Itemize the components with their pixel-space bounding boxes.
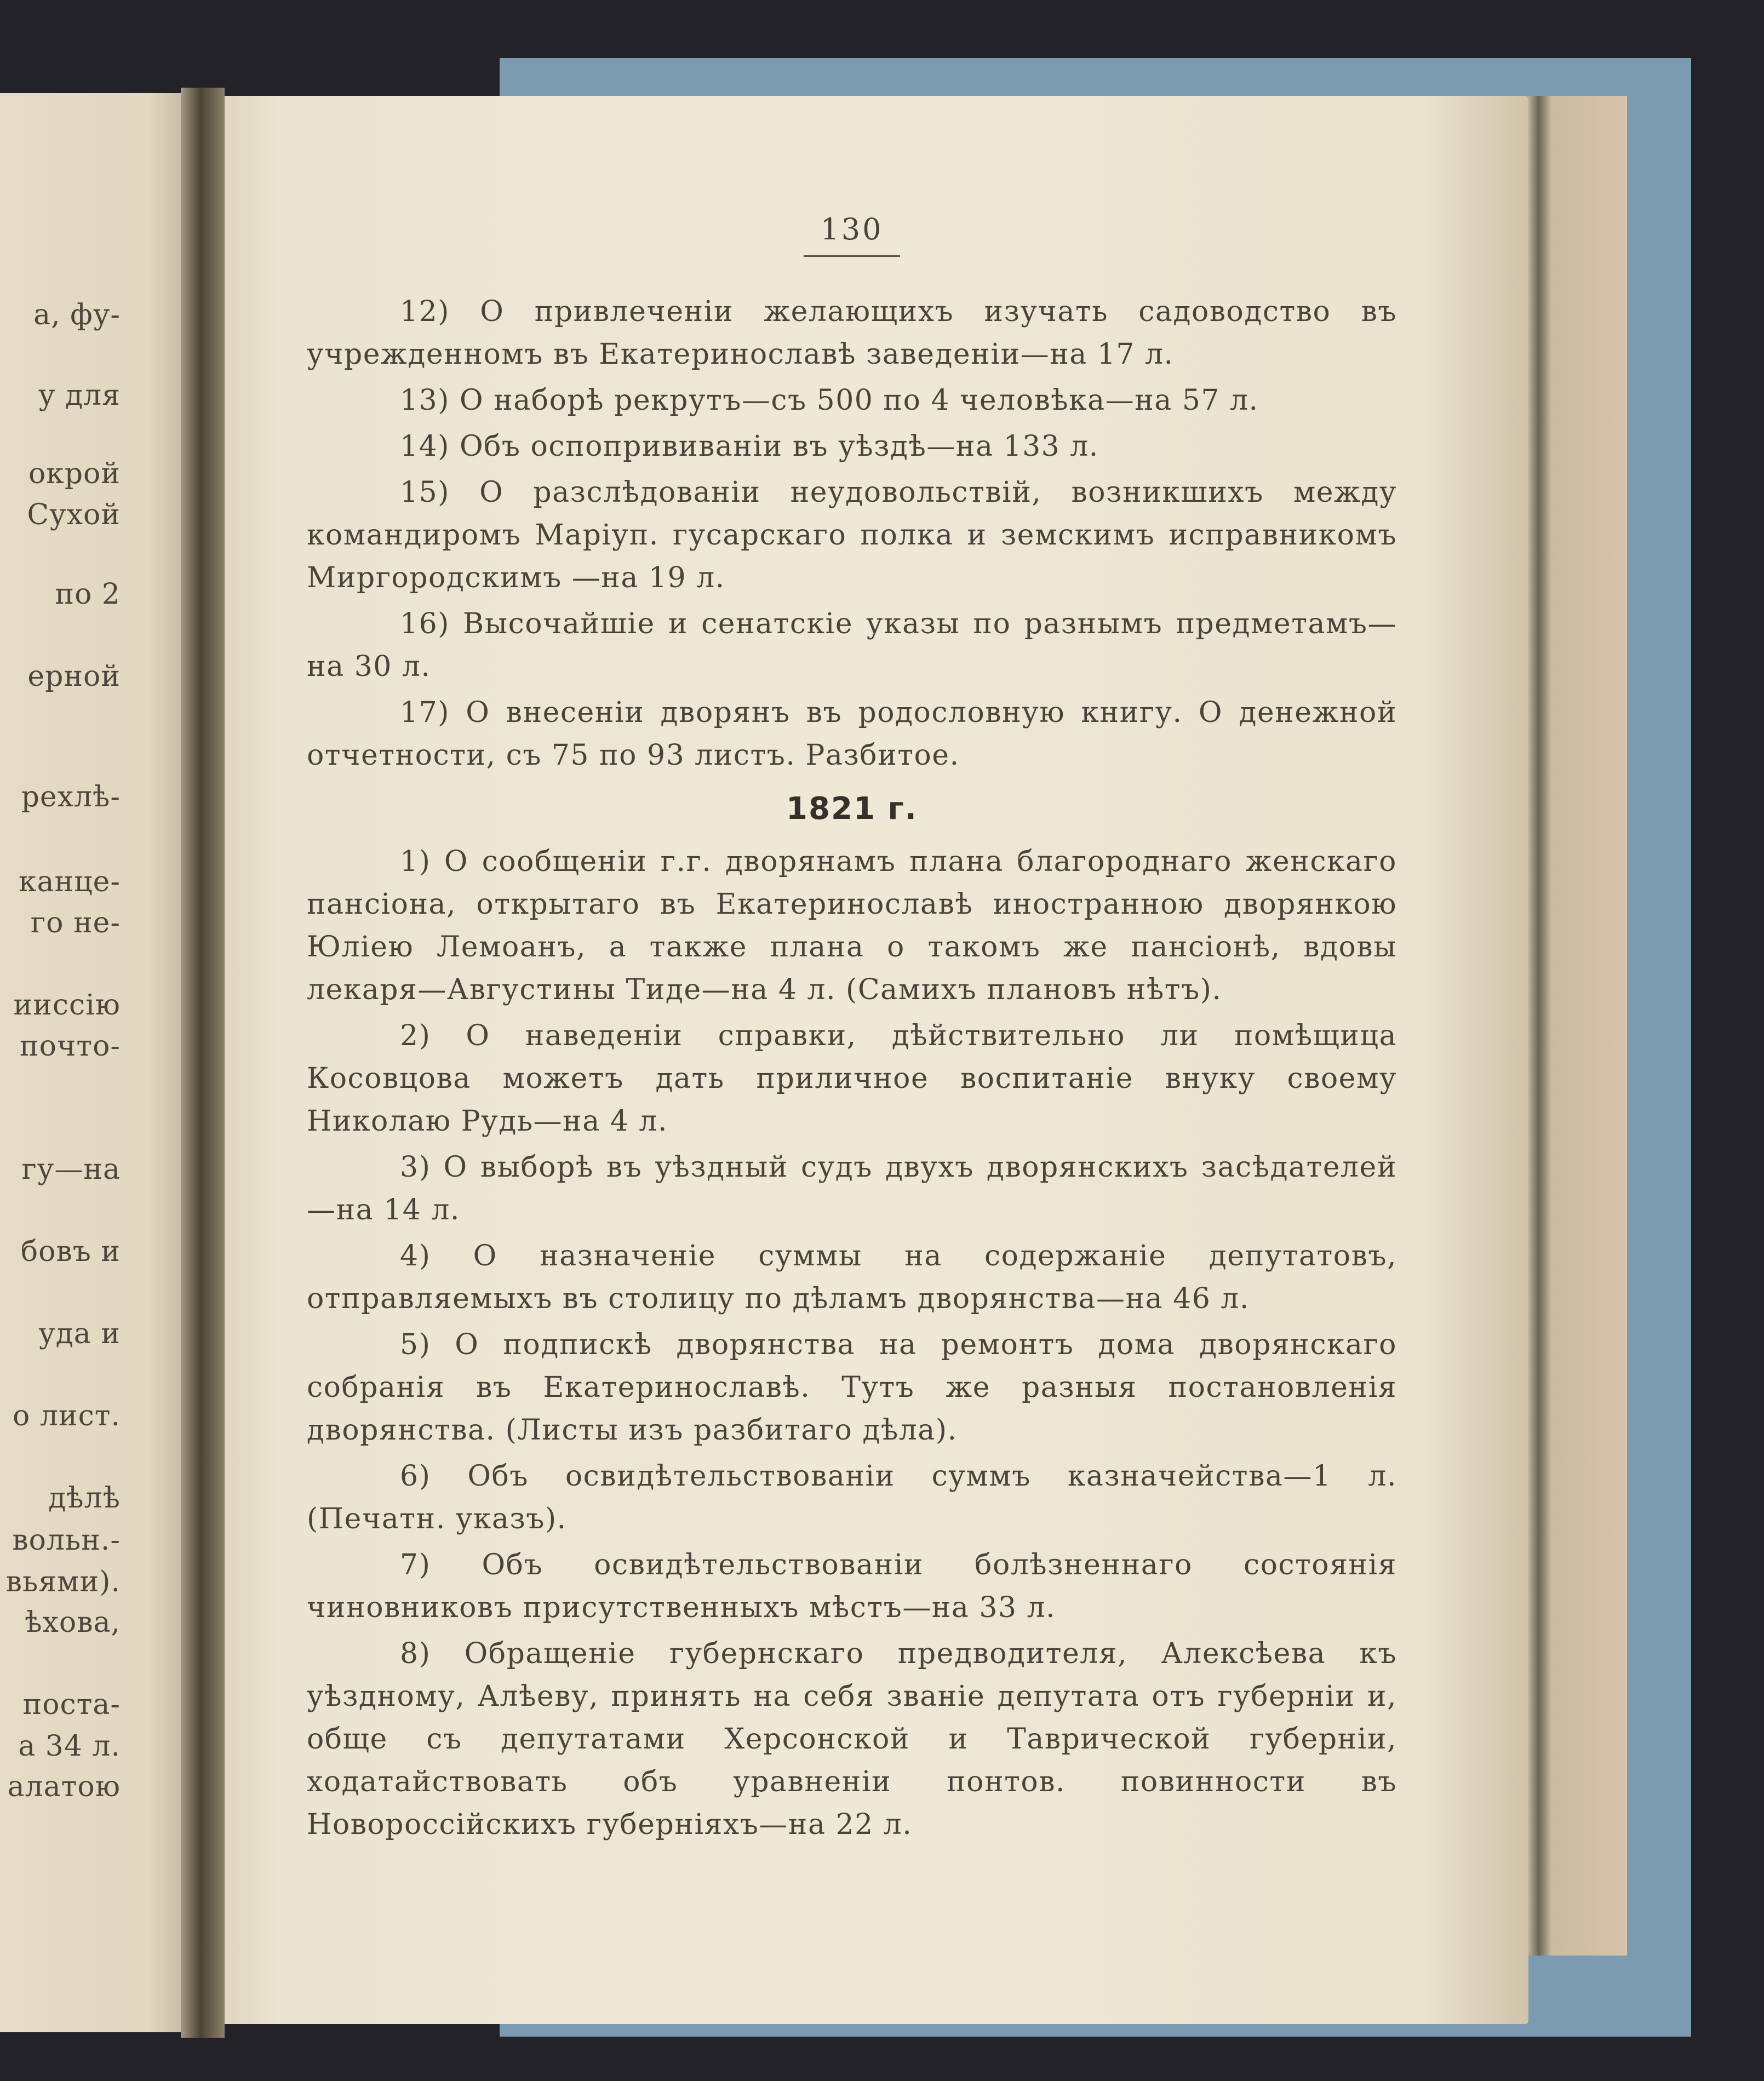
- entry: 17) О внесеніи дворянъ въ родословную книгу. О денежной отчетности, съ 75 по 93 листъ. Разбитое.: [307, 696, 1397, 772]
- entry: 8) Обращеніе губернскаго предводителя, Алексѣева къ уѣздному, Алѣеву, принять на себя званіе депутата отъ губерніи и, обще съ депутатами Херсонской и Таврической губерніи, ходатайствовать объ уравненіи понтов. повинности въ Новороссійскихъ губерніяхъ—на 22 л.: [307, 1637, 1397, 1841]
- entry: 1) О сообщеніи г.г. дворянамъ плана благороднаго женскаго пансіона, открытаго въ Екатеринославѣ иностранною дворянкою Юліею Лемоанъ, а также плана о такомъ же пансіонѣ, вдовы лекаря—Августины Тиде—на 4 л. (Самихъ плановъ нѣтъ).: [307, 845, 1397, 1006]
- entry: 16) Высочайшіе и сенатскіе указы по разнымъ предметамъ—на 30 л.: [307, 607, 1397, 683]
- left-line: Сухой: [27, 498, 121, 531]
- left-line: дѣлѣ: [48, 1482, 121, 1515]
- entry: 5) О подпискѣ дворянства на ремонтъ дома дворянскаго собранія въ Екатеринославѣ. Тутъ же разныя постановленія дворянства. (Листы изъ разбитаго дѣла).: [307, 1328, 1397, 1447]
- left-line: рехлѣ-: [21, 781, 121, 813]
- left-line: ииссію: [13, 989, 121, 1022]
- entry: 6) Объ освидѣтельствованіи суммъ казначейства—1 л. (Печатн. указъ).: [307, 1460, 1397, 1535]
- left-line: алатою: [7, 1770, 121, 1803]
- entry: 15) О разслѣдованіи неудовольствій, возникшихъ между командиромъ Маріуп. гусарскаго полка и земскимъ исправникомъ Миргородскимъ —на 19 л.: [307, 476, 1397, 594]
- left-line: ерной: [27, 660, 121, 693]
- left-line: вьями).: [5, 1566, 121, 1598]
- book-gutter: [181, 88, 225, 2038]
- entry: 2) О наведеніи справки, дѣйствительно ли помѣщица Косовцова можетъ дать приличное воспитаніе внуку своему Николаю Рудь—на 4 л.: [307, 1019, 1397, 1138]
- page-number: 130: [804, 208, 900, 257]
- left-line: окрой: [28, 457, 121, 490]
- left-line: а 34 л.: [18, 1730, 121, 1763]
- entry: 7) Объ освидѣтельствованіи болѣзненнаго состоянія чиновниковъ присутственныхъ мѣстъ—на 33 л.: [307, 1549, 1397, 1624]
- year-heading: 1821 г.: [786, 791, 918, 827]
- entry: 4) О назначеніе суммы на содержаніе депутатовъ, отправляемыхъ въ столицу по дѣламъ дворянства—на 46 л.: [307, 1240, 1397, 1315]
- left-line: бовъ и: [20, 1235, 121, 1268]
- entry: 12) О привлеченіи желающихъ изучать садоводство въ учрежденномъ въ Екатеринославѣ заведеніи—на 17 л.: [307, 295, 1397, 371]
- left-line: по 2: [55, 578, 121, 611]
- left-line: ѣхова,: [25, 1606, 121, 1639]
- left-line: поста-: [22, 1688, 121, 1721]
- left-line: вольн.-: [12, 1524, 121, 1557]
- left-line: у для: [38, 379, 121, 412]
- left-line: о лист.: [13, 1400, 121, 1432]
- left-line: почто-: [20, 1030, 121, 1063]
- entry: 3) О выборѣ въ уѣздный судъ двухъ дворянскихъ засѣдателей—на 14 л.: [307, 1151, 1397, 1226]
- left-line: уда и: [38, 1317, 121, 1350]
- entry: 14) Объ оспопрививаніи въ уѣздѣ—на 133 л.: [400, 430, 1099, 463]
- left-line: канце-: [19, 865, 121, 898]
- left-line: а, фу-: [33, 299, 121, 331]
- left-line: го не-: [30, 907, 121, 939]
- entries-list: [307, 290, 1397, 1849]
- left-line: гу—на: [21, 1153, 121, 1186]
- page-header: [307, 208, 1397, 257]
- left-page: [0, 93, 211, 2032]
- entry: 13) О наборѣ рекрутъ—съ 500 по 4 человѣка—на 57 л.: [400, 384, 1259, 417]
